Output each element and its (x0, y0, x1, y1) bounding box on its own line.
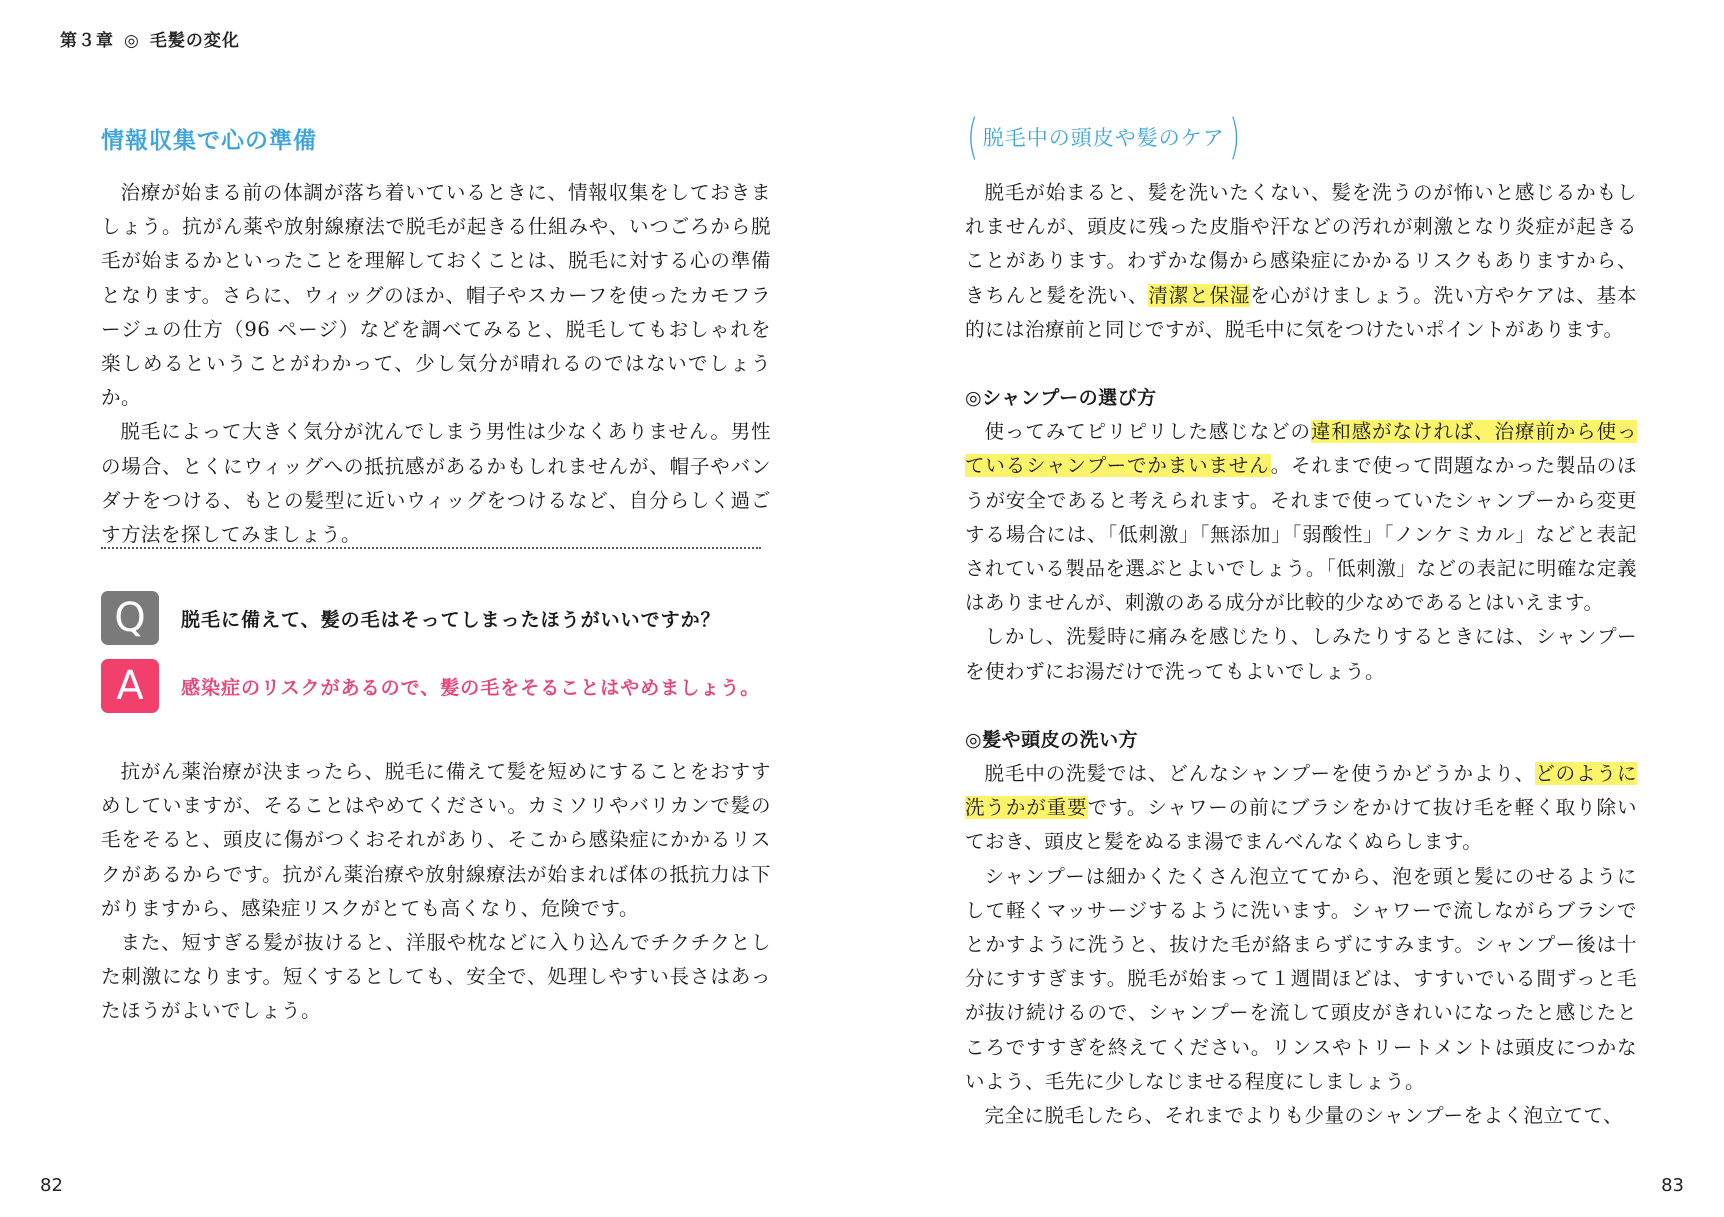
chapter-label: 第３章 (60, 31, 114, 51)
subhead-washing: ◎髪や頭皮の洗い方 (965, 728, 1139, 751)
care-body (965, 176, 1637, 1133)
section-title-info: 情報収集で心の準備 (101, 128, 317, 154)
dotted-divider (101, 547, 761, 549)
answer-row (101, 659, 760, 713)
bullseye-icon: ◎ (124, 31, 140, 51)
paragraph: また、短すぎる髪が抜けると、洋服や枕などに入り込んでチクチクとした刺激になります。短くするとしても、安全で、処理しやすい長さはあったほうがよいでしょう。 (101, 931, 771, 1023)
paragraph: しかし、洗髪時に痛みを感じたり、しみたりするときには、シャンプーを使わずにお湯だけで洗ってもよいでしょう。 (965, 625, 1637, 683)
section-title-care (963, 109, 1244, 165)
right-page (862, 0, 1724, 1217)
answer-text: 感染症のリスクがあるので、髪の毛をそることはやめましょう。 (181, 676, 761, 699)
paragraph: 使ってみてピリピリした感じなどの違和感がなければ、治療前から使っているシャンプーでかまいません。それまで使って問題なかった製品のほうが安全であると考えられます。それまで使っていたシャンプーから変更する場合には、「低刺激」「無添加」「弱酸性」「ノンケミカル」などと表記されている製品を選ぶとよいでしょう。「低刺激」などの表記に明確な定義はありませんが、刺激のある成分が比較的少なめであるとはいえます。 (965, 420, 1637, 615)
paragraph: シャンプーは細かくたくさん泡立ててから、泡を頭と髪にのせるようにして軽くマッサージするように洗います。シャワーで流しながらブラシでとかすように洗うと、抜けた毛が絡まらずにすみます。シャンプー後は十分にすすぎます。脱毛が始まって１週間ほどは、すすいでいる間ずっと毛が抜け続けるので、シャンプーを流して頭皮がきれいになったと感じたところですすぎを終えてください。リンスやトリートメントは頭皮につかないよう、毛先に少しなじませる程度にしましょう。 (965, 864, 1637, 1093)
close-paren-ornament: ) (1228, 109, 1241, 165)
question-text: 脱毛に備えて、髪の毛はそってしまったほうがいいですか？ (181, 608, 721, 631)
page-number: 82 (40, 1175, 63, 1196)
highlight: 違和感がなければ、治療前から使っているシャンプーでかまいません (965, 420, 1637, 478)
intro-text (101, 176, 771, 552)
open-paren-ornament: ( (966, 109, 979, 165)
section-title-text: 脱毛中の頭皮や髪のケア (982, 126, 1225, 150)
subhead-shampoo: ◎シャンプーの選び方 (965, 387, 1157, 410)
paragraph: 脱毛が始まると、髪を洗いたくない、髪を洗うのが怖いと感じるかもしれませんが、頭皮に残った皮脂や汗などの汚れが刺激となり炎症が起きることがあります。わずかな傷から感染症にかかるリスクもありますから、きちんと髪を洗い、清潔と保湿を心がけましょう。洗い方やケアは、基本的には治療前と同じですが、脱毛中に気をつけたいポイントがあります。 (965, 181, 1637, 341)
paragraph: 完全に脱毛したら、それまでよりも少量のシャンプーをよく泡立てて、 (984, 1104, 1624, 1128)
highlight: どのように洗うかが重要 (965, 762, 1637, 820)
a-badge: A (101, 659, 159, 713)
chapter-title: 毛髪の変化 (149, 31, 240, 51)
paragraph: 脱毛によって大きく気分が沈んでしまう男性は少なくありません。男性の場合、とくにウィッグへの抵抗感があるかもしれませんが、帽子やバンダナをつける、もとの髪型に近いウィッグをつけるなど、自分らしく過ごす方法を探してみましょう。 (101, 420, 771, 547)
answer-body (101, 755, 771, 1029)
paragraph: 抗がん薬治療が決まったら、脱毛に備えて髪を短めにすることをおすすめしていますが、そることはやめてください。カミソリやバリカンで髪の毛をそると、頭皮に傷がつくおそれがあり、そこから感染症にかかるリスクがあるからです。抗がん薬治療や放射線療法が始まれば体の抵抗力は下がりますから、感染症リスクがとても高くなり、危険です。 (101, 760, 771, 920)
q-badge: Q (101, 591, 159, 645)
paragraph: 治療が始まる前の体調が落ち着いているときに、情報収集をしておきましょう。抗がん薬や放射線療法で脱毛が起きる仕組みや、いつごろから脱毛が始まるかといったことを理解しておくことは、脱毛に対する心の準備となります。さらに、ウィッグのほか、帽子やスカーフを使ったカモフラージュの仕方（96 ページ）などを調べてみると、脱毛してもおしゃれを楽しめるということがわかって、少し気分が晴れるのではないでしょうか。 (101, 181, 771, 410)
running-head (60, 26, 240, 51)
paragraph: 脱毛中の洗髪では、どんなシャンプーを使うかどうかより、どのように洗うかが重要です。シャワーの前にブラシをかけて抜け毛を軽く取り除いておき、頭皮と髪をぬるま湯でまんべんなくぬらします。 (965, 762, 1637, 854)
question-row (101, 591, 721, 645)
page-number: 83 (1661, 1175, 1684, 1196)
highlight: 清潔と保湿 (1148, 283, 1251, 307)
